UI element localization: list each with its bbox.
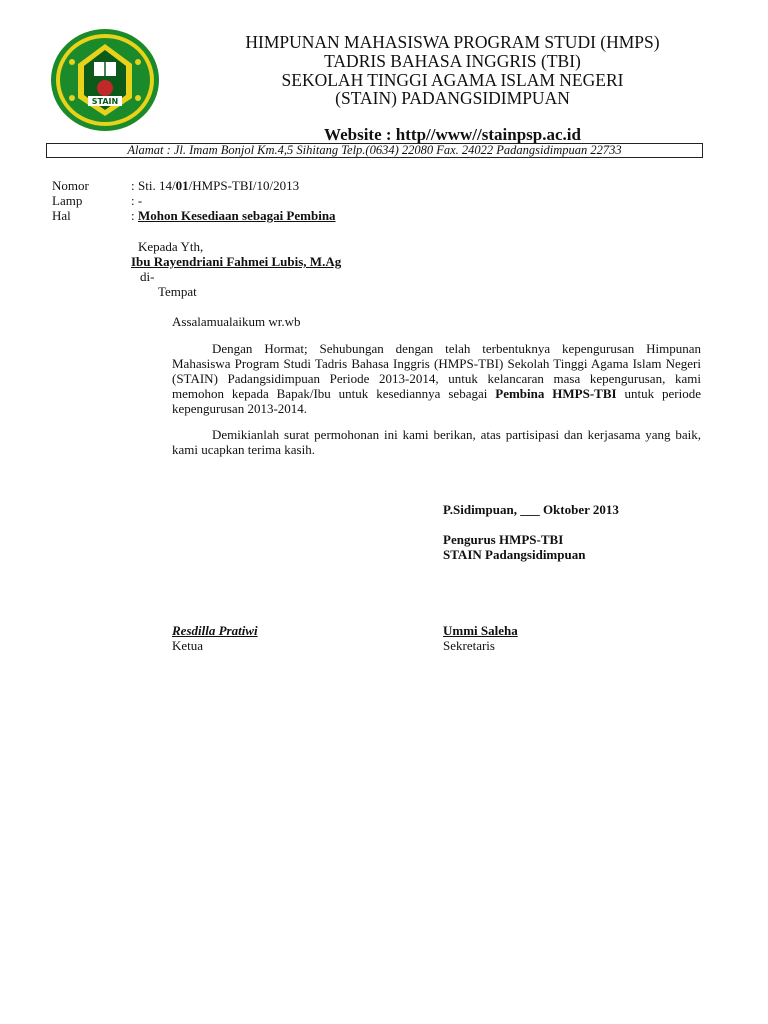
signatory-role-ketua: Ketua: [172, 638, 204, 653]
nomor-prefix: Sti. 14/: [138, 178, 176, 193]
letterhead-website: Website : http//www//stainpsp.ac.id: [324, 125, 581, 144]
hal-colon: :: [131, 208, 135, 223]
kepada-yth: Kepada Yth,: [138, 239, 204, 254]
letterhead-line4: (STAIN) PADANGSIDIMPUAN: [335, 88, 570, 108]
body-paragraph-1: [172, 341, 701, 416]
body-paragraph-2: Demikianlah surat permohonan ini kami berikan, atas partisipasi dan kerjasama yang baik, kami ucapkan terima kasih.: [172, 427, 701, 457]
place-date: P.Sidimpuan, ___ Oktober 2013: [443, 502, 619, 517]
para1-text-a: Dengan Hormat; Sehubungan dengan telah terbentuknya kepengurusan Himpunan Mahasiswa Program Studi Tadris Bahasa Inggris (HMPS-TBI) Sekolah Tinggi Agama Islam Negeri (STAIN) Padangsidimpuan Periode 2013-2014, untuk kelancaran masa kepengurusan, kami memohon kepada Bapak/Ibu untuk kesediannya sebagai: [172, 341, 701, 401]
para1-bold: Pembina HMPS-TBI: [495, 386, 617, 401]
lamp-label: Lamp: [52, 193, 83, 208]
nomor-suffix: /HMPS-TBI/10/2013: [188, 178, 300, 193]
greeting: Assalamualaikum wr.wb: [172, 314, 301, 329]
hal-value: Mohon Kesediaan sebagai Pembina: [138, 208, 336, 223]
letterhead-line3: SEKOLAH TINGGI AGAMA ISLAM NEGERI: [281, 70, 624, 90]
signatory-role-sekretaris: Sekretaris: [443, 638, 495, 653]
recipient-di: di-: [140, 269, 155, 284]
letterhead-line1: HIMPUNAN MAHASISWA PROGRAM STUDI (HMPS): [245, 32, 660, 52]
signatory-name-ketua: Resdilla Pratiwi: [172, 623, 258, 638]
nomor-colon: :: [131, 178, 135, 193]
para1-text-b: untuk periode kepengurusan 2013-2014.: [172, 386, 701, 416]
nomor-value: [138, 178, 299, 193]
lamp-value: : -: [131, 193, 143, 208]
recipient-tempat: Tempat: [158, 284, 197, 299]
stain-logo: [50, 28, 160, 132]
hal-label: Hal: [52, 208, 71, 223]
logo-text: STAIN: [91, 97, 119, 106]
org-line2: STAIN Padangsidimpuan: [443, 547, 586, 562]
letterhead-line2: TADRIS BAHASA INGGRIS (TBI): [324, 51, 581, 71]
letterhead-address: Alamat : Jl. Imam Bonjol Km.4,5 Sihitang Telp.(0634) 22080 Fax. 24022 Padangsidimpuan 22733: [46, 143, 703, 158]
nomor-label: Nomor: [52, 178, 89, 193]
recipient-name: Ibu Rayendriani Fahmei Lubis, M.Ag: [131, 254, 342, 269]
org-line1: Pengurus HMPS-TBI: [443, 532, 564, 547]
nomor-number: 01: [175, 178, 189, 193]
signatory-name-sekretaris: Ummi Saleha: [443, 623, 518, 638]
